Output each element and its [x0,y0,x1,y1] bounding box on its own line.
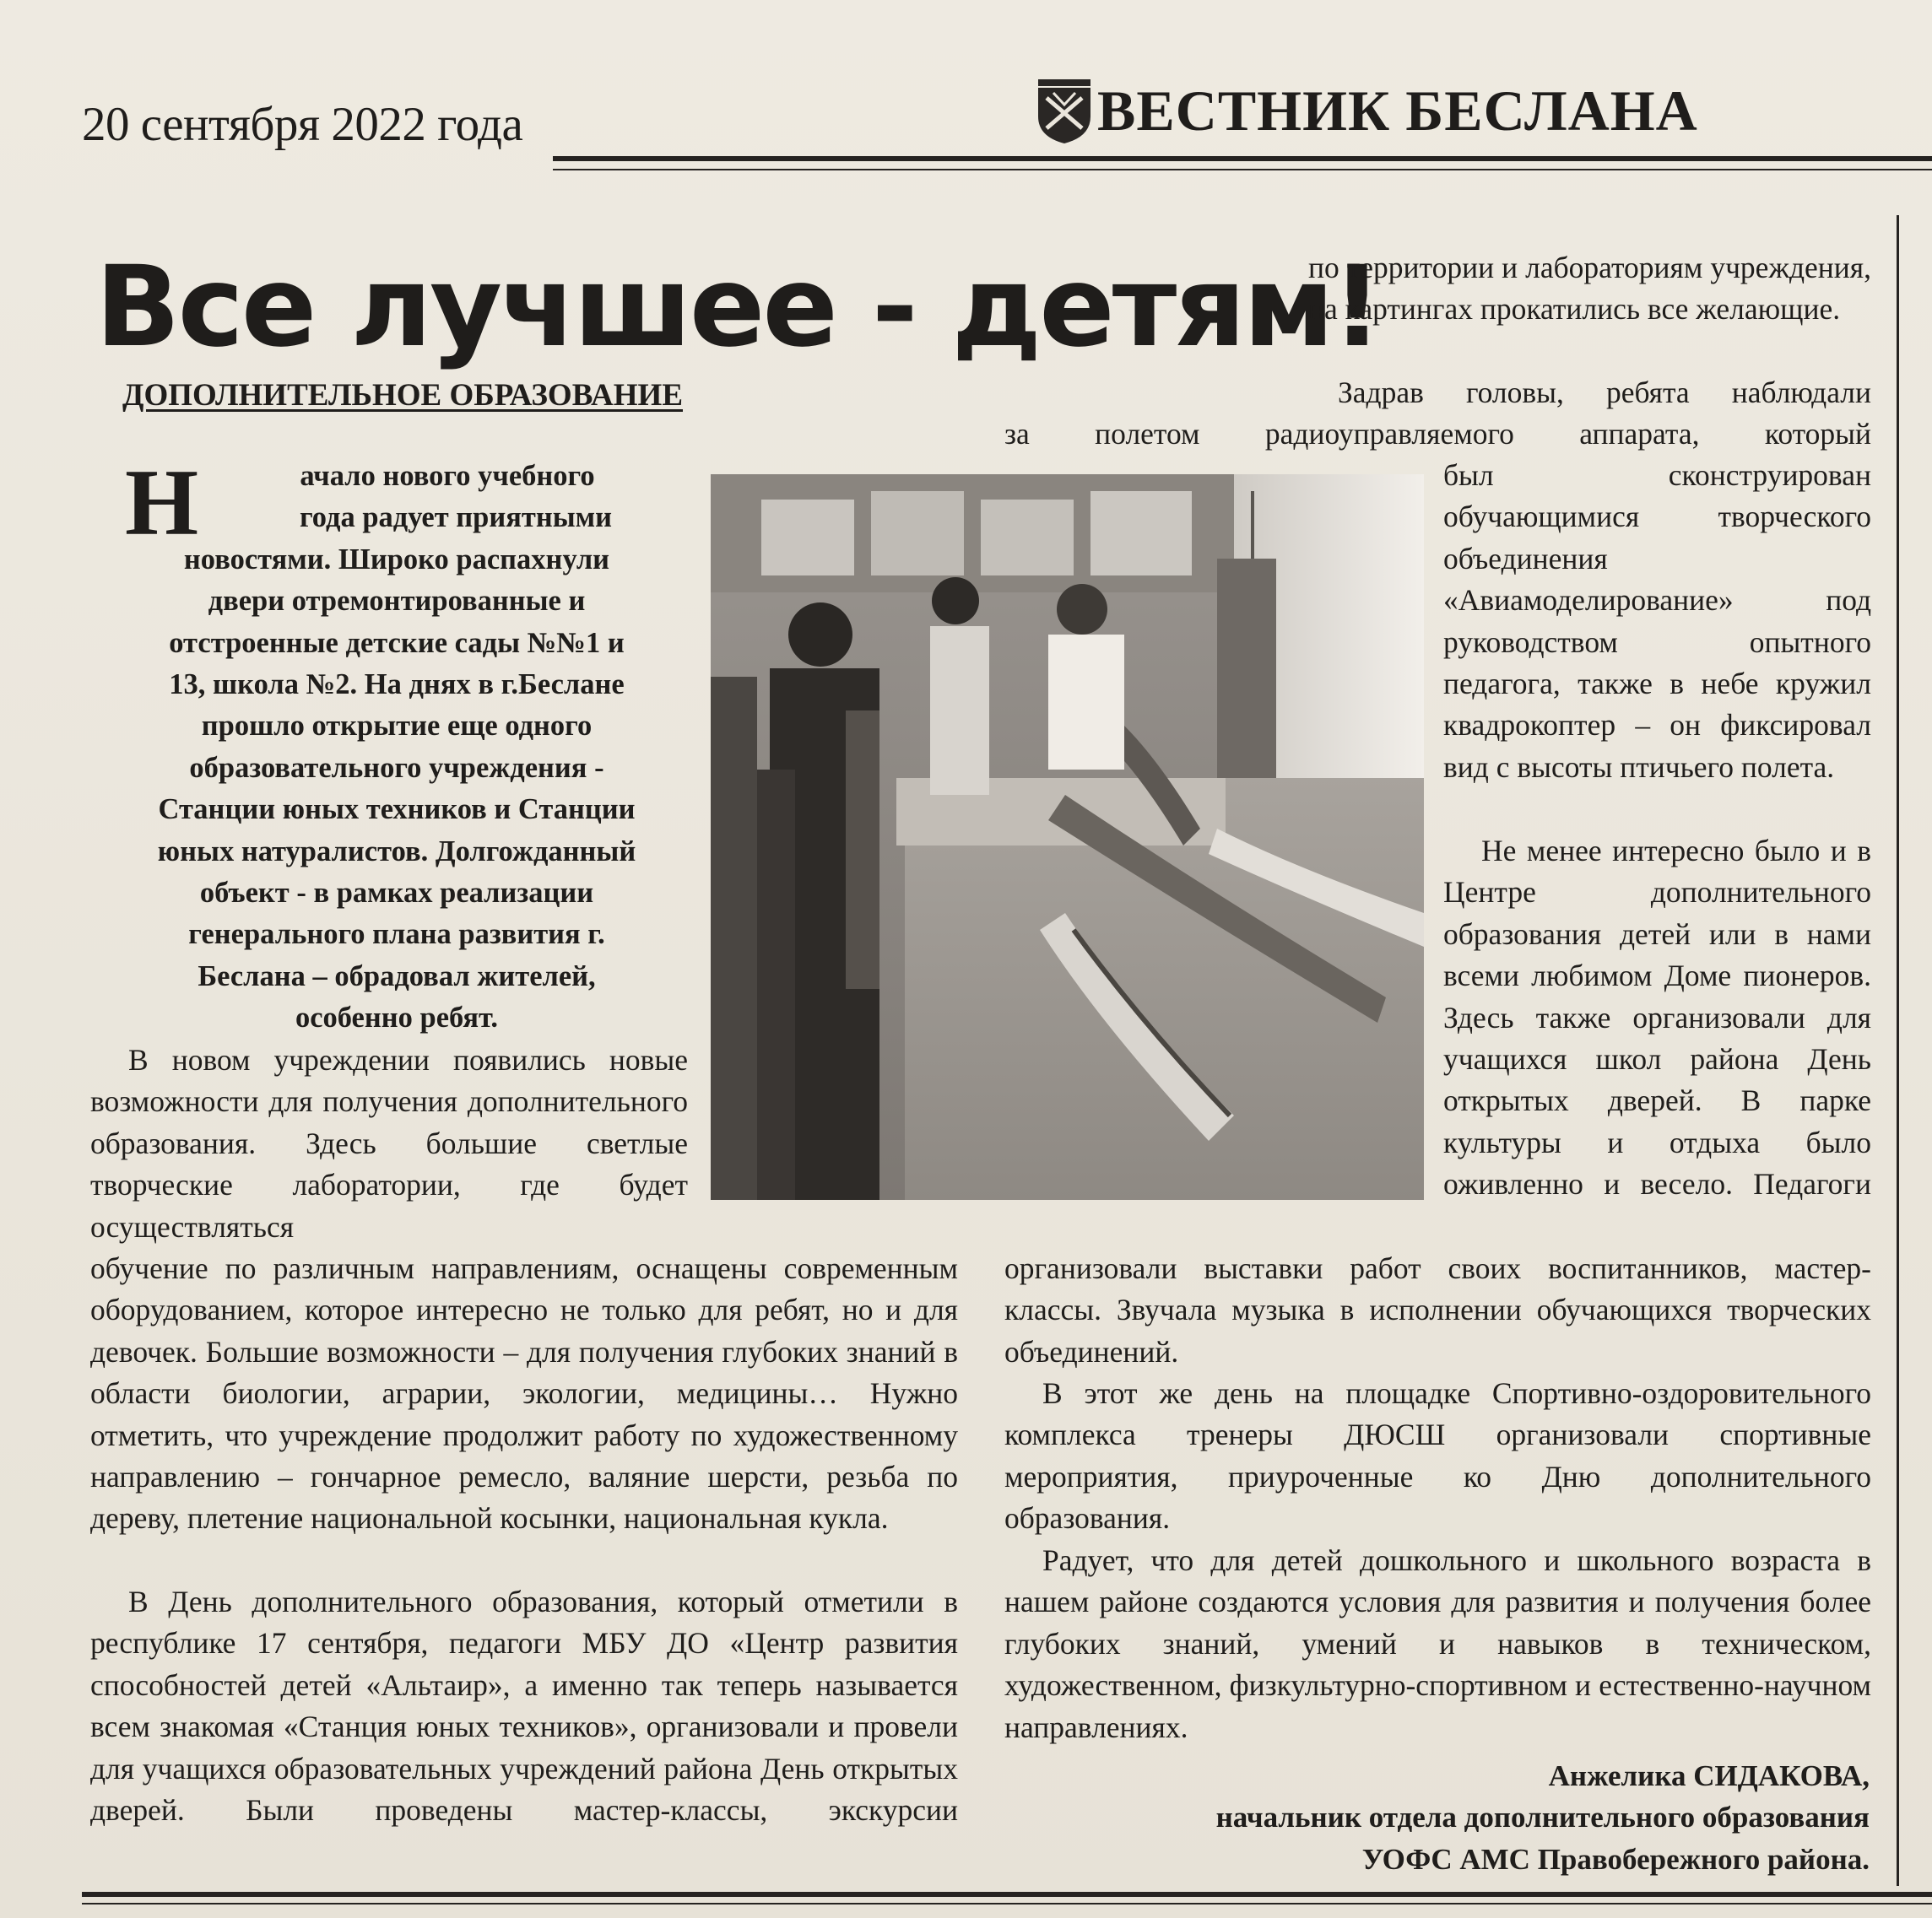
author-name: Анжелика СИДАКОВА, [1548,1759,1870,1792]
paragraph-exhibitions: организовали выставки работ своих воспитанников, мастер-классы. Звучала музыка в исполнении обучающихся творческих объединений. [1004,1251,1871,1369]
lead-line: отстроенные детские сады №№1 и [169,626,625,659]
masthead-title: ВЕСТНИК БЕСЛАНА [1097,78,1698,143]
paragraph-pioneers: Не менее интересно было и в Центре дополнительного образования детей или в нами всеми любимом Доме пионеров. Здесь также организовали для учащихся школ района День открытых дверей. В парке культуры и отдыха было оживленно и весело. Педагоги [1443,834,1871,1202]
lead-line: образовательного учреждения - [189,751,604,784]
paragraph-drone-wide: за полетом радиоуправляемого аппарата, который [1004,417,1871,451]
lead-line: двери отремонтированные и [208,585,586,618]
lead-line: прошло открытие еще одного [201,710,593,743]
footer-rule [82,1892,1932,1897]
article-rubric: ДОПОЛНИТЕЛЬНОЕ ОБРАЗОВАНИЕ [122,378,683,413]
lead-line: генерального плана развития г. [188,918,605,951]
masthead [1036,76,1698,145]
paragraph-sports: В этот же день на площадке Спортивно-оздоровительного комплекса тренеры ДЮСШ организовали спортивные мероприятия, приуроченные ко Дню дополнительного образования. [1004,1376,1871,1536]
lead-line: новостями. Широко распахнули [183,543,610,575]
author-position: начальник отдела дополнительного образования [1215,1801,1870,1834]
lead-line: юных натуралистов. Долгожданный [157,835,636,867]
article-headline: Все лучшее - детям! [95,242,1381,372]
author-signature [1216,1755,1870,1880]
lead-line: объект - в рамках реализации [199,877,594,910]
paragraph-drone-first: Задрав головы, ребята наблюдали [1338,375,1871,409]
paragraph-training: обучение по различным направлениям, оснащены современным оборудованием, которое интересно не только для ребят, но и для девочек. Большие возможности – для получения глубоких знаний в области биологии, аграрии, экологии, медицины… Нужно отметить, что учреждение продолжит работу по художественному направлению – гончарное ремесло, валяние шерсти, резьба по дереву, плетение национальной косынки, национальная кукла. [90,1251,958,1536]
lead-line: Беслана – обрадовал жителей, [198,959,596,992]
issue-date: 20 сентября 2022 года [82,98,523,151]
paragraph-karting: по территории и лабораториям учреждения, на картингах прокатились все желающие. [1308,251,1871,327]
author-organization: УОФС АМС Правобережного района. [1361,1842,1870,1876]
drop-cap: Н [125,451,199,555]
lead-line: года радует приятными [299,501,613,534]
paragraph-conclusion: Радует, что для детей дошкольного и школьного возраста в нашем районе создаются условия для развития и получения более глубоких знаний, умений и навыков в техническом, художественном, физкультурно-спортивном и естественно-научном направлениях. [1004,1543,1871,1744]
column-border [1897,215,1899,1886]
coat-of-arms-icon [1036,76,1092,145]
footer-rule-thin [82,1903,1932,1904]
header-rule [553,156,1932,161]
lead-line: Станции юных техников и Станции [158,793,636,826]
header-rule-thin [553,169,1932,170]
lead-line: 13, школа №2. На днях в г.Беслане [169,668,625,701]
classroom-aviamodels-photo [711,474,1424,1200]
paragraph-open-day: В День дополнительного образования, который отметили в республике 17 сентября, педагоги МБУ ДО «Центр развития способностей детей «Альтаир», а именно так теперь называется всем знакомая «Станция юных техников», организовали и провели для учащихся образовательных учреждений района День открытых дверей. Были проведены мастер-классы, экскурсии [90,1585,958,1828]
article-lead [106,451,688,1040]
paragraph-drone: был сконструирован обучающимися творческого объединения «Авиамоделирование» под руководством опытного педагога, также в небе кружил квадрокоптер – он фиксировал вид с высоты птичьего полета. [1443,458,1871,784]
paragraph-intro: В новом учреждении появились новые возможности для получения дополнительного образования. Здесь большие светлые творческие лаборатории, где будет осуществляться [90,1043,688,1244]
lead-line: ачало нового учебного [300,460,595,492]
lead-line: особенно ребят. [295,1002,499,1035]
